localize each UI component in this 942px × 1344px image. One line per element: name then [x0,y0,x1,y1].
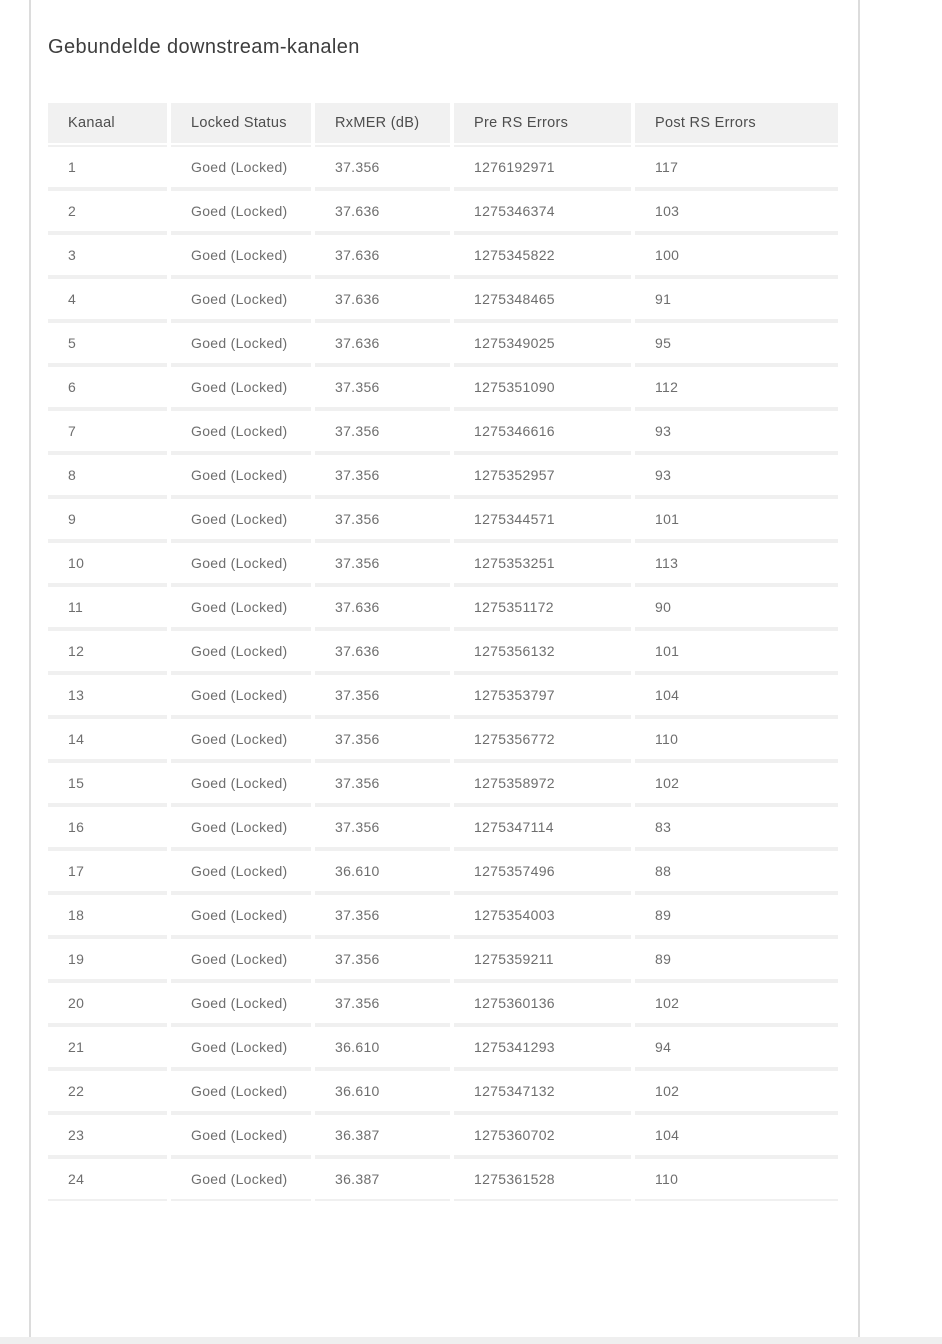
table-row [48,365,838,409]
table-cell: 1275347114 [454,805,631,849]
table-cell: 17 [48,849,167,893]
table-cell: 37.356 [315,365,450,409]
table-cell: 89 [635,893,838,937]
table-cell: 104 [635,1113,838,1157]
table-cell: Goed (Locked) [171,1113,311,1157]
table-row [48,1113,838,1157]
table-cell: 37.636 [315,629,450,673]
column-header: Post RS Errors [635,101,838,145]
table-cell: 21 [48,1025,167,1069]
table-row [48,189,838,233]
footer-strip [0,1337,942,1344]
table-cell: 101 [635,629,838,673]
table-cell: 101 [635,497,838,541]
table-cell: 1275356132 [454,629,631,673]
table-row [48,1157,838,1201]
table-cell: 1275354003 [454,893,631,937]
table-row [48,981,838,1025]
table-cell: 16 [48,805,167,849]
table-cell: 102 [635,761,838,805]
table-row [48,321,838,365]
table-cell: 83 [635,805,838,849]
table-cell: Goed (Locked) [171,145,311,189]
table-row [48,761,838,805]
table-row [48,409,838,453]
table-row [48,541,838,585]
table-cell: 3 [48,233,167,277]
table-cell: 94 [635,1025,838,1069]
table-cell: Goed (Locked) [171,233,311,277]
table-cell: 37.636 [315,277,450,321]
page-container [29,0,860,1337]
table-cell: 20 [48,981,167,1025]
table-row [48,233,838,277]
table-cell: 19 [48,937,167,981]
table-cell: 90 [635,585,838,629]
table-header [48,101,838,145]
table-cell: 37.636 [315,321,450,365]
table-cell: 37.356 [315,497,450,541]
table-cell: 37.636 [315,233,450,277]
table-row [48,673,838,717]
table-cell: Goed (Locked) [171,277,311,321]
table-cell: 110 [635,1157,838,1201]
table-cell: 1275349025 [454,321,631,365]
table-cell: 1275348465 [454,277,631,321]
downstream-channels-table [44,101,842,1201]
table-cell: 1275360136 [454,981,631,1025]
table-row [48,585,838,629]
table-cell: 1275353797 [454,673,631,717]
table-cell: 91 [635,277,838,321]
table-cell: 24 [48,1157,167,1201]
table-cell: 9 [48,497,167,541]
table-cell: 1275361528 [454,1157,631,1201]
table-cell: 100 [635,233,838,277]
table-cell: 37.636 [315,189,450,233]
table-cell: 8 [48,453,167,497]
table-cell: 13 [48,673,167,717]
table-cell: 4 [48,277,167,321]
table-cell: 22 [48,1069,167,1113]
table-cell: 37.356 [315,541,450,585]
table-cell: Goed (Locked) [171,849,311,893]
table-cell: 1275347132 [454,1069,631,1113]
table-row [48,629,838,673]
table-cell: 1275346616 [454,409,631,453]
table-cell: 15 [48,761,167,805]
table-cell: 37.356 [315,937,450,981]
table-cell: 93 [635,453,838,497]
table-cell: 37.356 [315,893,450,937]
table-cell: 89 [635,937,838,981]
column-header: Kanaal [48,101,167,145]
table-cell: 112 [635,365,838,409]
table-cell: 37.356 [315,409,450,453]
table-cell: 7 [48,409,167,453]
table-cell: Goed (Locked) [171,1157,311,1201]
table-cell: 1 [48,145,167,189]
table-cell: Goed (Locked) [171,673,311,717]
table-cell: 110 [635,717,838,761]
table-body [48,145,838,1201]
table-cell: Goed (Locked) [171,409,311,453]
table-cell: 10 [48,541,167,585]
table-cell: 1275352957 [454,453,631,497]
table-cell: 1275344571 [454,497,631,541]
table-cell: Goed (Locked) [171,541,311,585]
table-cell: 6 [48,365,167,409]
table-row [48,1025,838,1069]
table-cell: 18 [48,893,167,937]
table-cell: 36.610 [315,1025,450,1069]
table-cell: 1275360702 [454,1113,631,1157]
table-cell: 37.356 [315,453,450,497]
table-cell: 1275357496 [454,849,631,893]
table-cell: 95 [635,321,838,365]
table-cell: 11 [48,585,167,629]
table-cell: Goed (Locked) [171,761,311,805]
table-cell: 36.387 [315,1113,450,1157]
table-cell: 37.356 [315,673,450,717]
table-cell: Goed (Locked) [171,937,311,981]
table-cell: 102 [635,1069,838,1113]
table-cell: 1275351172 [454,585,631,629]
table-cell: 37.356 [315,805,450,849]
table-cell: 102 [635,981,838,1025]
table-cell: Goed (Locked) [171,585,311,629]
table-cell: Goed (Locked) [171,717,311,761]
table-cell: Goed (Locked) [171,981,311,1025]
table-cell: 88 [635,849,838,893]
table-cell: 37.356 [315,761,450,805]
table-cell: 113 [635,541,838,585]
table-row [48,277,838,321]
table-cell: Goed (Locked) [171,189,311,233]
table-cell: Goed (Locked) [171,497,311,541]
table-row [48,1069,838,1113]
table-cell: 1275353251 [454,541,631,585]
table-cell: 117 [635,145,838,189]
table-cell: 37.356 [315,981,450,1025]
table-cell: 14 [48,717,167,761]
table-cell: Goed (Locked) [171,629,311,673]
table-row [48,497,838,541]
table-cell: 1275341293 [454,1025,631,1069]
table-cell: 1275356772 [454,717,631,761]
table-cell: Goed (Locked) [171,893,311,937]
table-row [48,145,838,189]
table-cell: 1275351090 [454,365,631,409]
column-header: Pre RS Errors [454,101,631,145]
page-title: Gebundelde downstream-kanalen [48,36,360,58]
table-cell: 104 [635,673,838,717]
table-cell: 12 [48,629,167,673]
table-cell: Goed (Locked) [171,365,311,409]
table-cell: 1275346374 [454,189,631,233]
column-header: Locked Status [171,101,311,145]
table-row [48,717,838,761]
table-cell: 93 [635,409,838,453]
table-cell: 36.610 [315,1069,450,1113]
table-row [48,805,838,849]
column-header: RxMER (dB) [315,101,450,145]
table-cell: 1276192971 [454,145,631,189]
table-row [48,937,838,981]
table-cell: 1275345822 [454,233,631,277]
table-row [48,893,838,937]
table-cell: 37.356 [315,145,450,189]
table-cell: Goed (Locked) [171,1069,311,1113]
table-cell: 2 [48,189,167,233]
table-cell: 103 [635,189,838,233]
table-cell: 23 [48,1113,167,1157]
table-cell: 37.356 [315,717,450,761]
table-cell: 1275358972 [454,761,631,805]
table-row [48,453,838,497]
table-cell: Goed (Locked) [171,805,311,849]
table-cell: 1275359211 [454,937,631,981]
table-cell: 36.610 [315,849,450,893]
table-cell: 36.387 [315,1157,450,1201]
table-cell: Goed (Locked) [171,1025,311,1069]
table-header-row [48,101,838,145]
table-cell: Goed (Locked) [171,321,311,365]
table-cell: 37.636 [315,585,450,629]
table-row [48,849,838,893]
table-cell: Goed (Locked) [171,453,311,497]
table-cell: 5 [48,321,167,365]
